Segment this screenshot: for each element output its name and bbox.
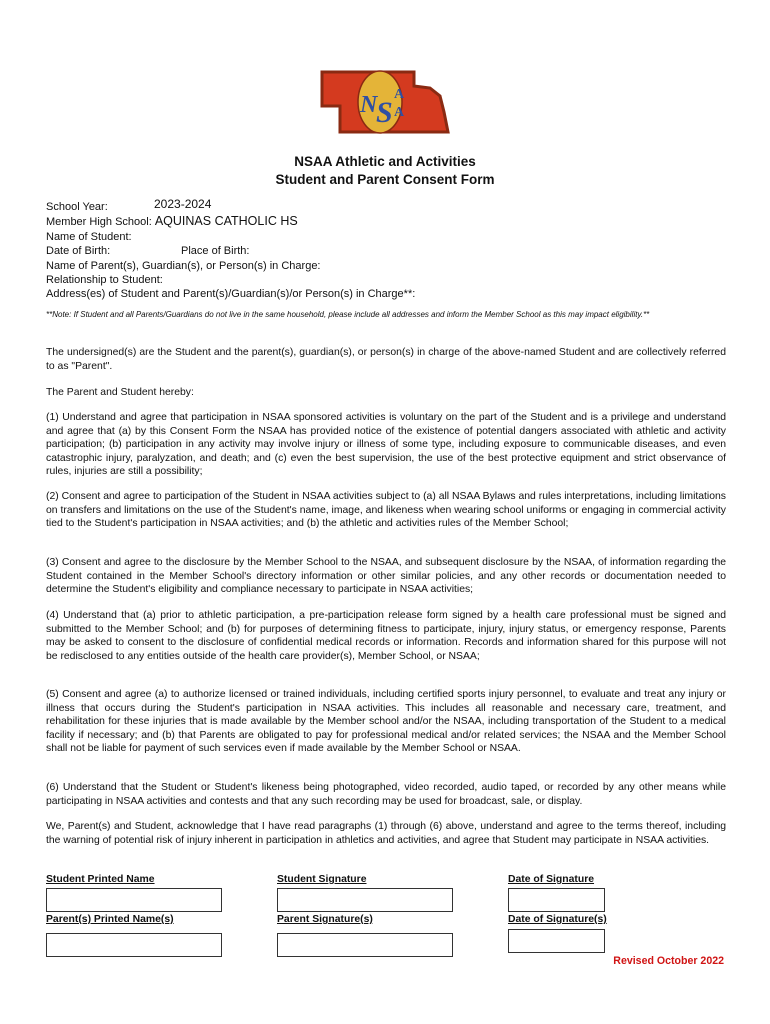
school-year-label: School Year:	[46, 201, 108, 213]
date-of-signature-label: Date of Signature	[508, 874, 595, 885]
school-year-value[interactable]: 2023-2024	[154, 197, 212, 211]
address-label: Address(es) of Student and Parent(s)/Guardian(s)/or Person(s) in Charge**:	[46, 288, 416, 301]
logo-letter-n: N	[360, 92, 378, 118]
parent-signature-label: Parent Signature(s)	[277, 914, 373, 925]
student-signature-field[interactable]	[277, 888, 453, 912]
student-signature-label: Student Signature	[277, 874, 367, 885]
parent-date-of-signature-label: Date of Signature(s)	[508, 914, 607, 925]
paragraph-1: (1) Understand and agree that participation in NSAA sponsored activities is voluntary on the part of the Student and is a privilege and understand and agree that (a) by this Consent Form the NSAA has provided notice of the existence of potential dangers associated with athletic and activity participation; (b) participation in any activity may involve injury or illness of some type, including exposure to communicable diseases, and even catastrophic injury, paralyzation, and death; and (c) even the best supervision, the use of the best protective equipment and strict observance of rules, injuries are still a possibility;	[46, 412, 726, 478]
household-note: **Note: If Student and all Parents/Guardians do not live in the same household, please include all addresses and inform the Member School as this may impact eligibility.**	[46, 310, 650, 319]
logo-letter-a2: A	[394, 105, 405, 120]
dob-label: Date of Birth:	[46, 245, 111, 258]
parent-date-field[interactable]	[508, 929, 605, 953]
acknowledgement-paragraph: We, Parent(s) and Student, acknowledge that I have read paragraphs (1) through (6) above, understand and agree to the terms thereof, including the warning of potential risk of injury inherent in participation in athletics and activities, and agree that Student may participate in NSAA activities.	[46, 821, 726, 846]
student-date-field[interactable]	[508, 888, 605, 912]
paragraph-3: (3) Consent and agree to the disclosure by the Member School to the NSAA, and subsequent disclosure by the NSAA, of information regarding the Student contained in the Member School's directory information or other similar policies, and any other records or documentation needed to determine the Student's eligibility and compliance necessary to participate in NSAA activities;	[46, 557, 726, 596]
student-printed-name-field[interactable]	[46, 888, 222, 912]
parent-printed-name-field[interactable]	[46, 933, 222, 957]
intro-paragraph: The undersigned(s) are the Student and the parent(s), guardian(s), or person(s) in charge of the above-named Student and are collectively referred to as "Parent".	[46, 347, 726, 372]
logo-letter-a1: A	[394, 87, 405, 102]
relationship-row[interactable]	[46, 273, 415, 287]
paragraph-6: (6) Understand that the Student or Student's likeness being photographed, video recorded, audio taped, or recorded by any other means while participating in NSAA activities and contests and that any such recording may be used for broadcast, sale, or display.	[46, 782, 726, 807]
paragraph-4: (4) Understand that (a) prior to athletic participation, a pre-participation release form signed by a health care professional must be signed and submitted to the Member School; and (b) for purposes of determining fitness to participate, injury, injury status, or emergency response, Parents may be asked to consent to the disclosure of confidential medical records or information. Records and information shared for this purpose will not be redisclosed to any entities outside of the health care provider(s), Member School, or NSAA;	[46, 610, 726, 662]
pob-label: Place of Birth:	[181, 245, 250, 258]
relationship-label: Relationship to Student:	[46, 274, 163, 287]
paragraph-2: (2) Consent and agree to participation of the Student in NSAA activities subject to (a) all NSAA Bylaws and rules interpretations, including limitations on transfers and limitations on the use of the Student's name, image, and likeness when wearing school uniforms or engaging in commercial activity tied to the Student's participation in NSAA activities; and (b) the athletic and activities rules of the Member School;	[46, 491, 726, 530]
member-school-row	[46, 214, 415, 229]
parents-row[interactable]	[46, 259, 415, 273]
student-name-row[interactable]	[46, 230, 415, 244]
revised-date: Revised October 2022	[613, 955, 724, 967]
hereby-paragraph: The Parent and Student hereby:	[46, 387, 194, 398]
member-school-value[interactable]: AQUINAS CATHOLIC HS	[154, 214, 298, 229]
student-printed-name-label: Student Printed Name	[46, 874, 155, 885]
logo-letter-s: S	[376, 96, 393, 129]
parent-printed-name-label: Parent(s) Printed Name(s)	[46, 914, 174, 925]
nsaa-logo	[318, 66, 450, 136]
form-title: NSAA Athletic and Activities	[294, 154, 476, 169]
form-subtitle: Student and Parent Consent Form	[275, 172, 495, 187]
parents-label: Name of Parent(s), Guardian(s), or Person(s) in Charge:	[46, 259, 321, 272]
school-year-row	[46, 197, 415, 214]
student-name-label: Name of Student:	[46, 230, 132, 243]
member-school-label: Member High School:	[46, 216, 152, 229]
parent-signature-field[interactable]	[277, 933, 453, 957]
student-info-fields	[46, 197, 416, 302]
paragraph-5: (5) Consent and agree (a) to authorize licensed or trained individuals, including certified sports injury personnel, to evaluate and treat any injury or illness that occurs during the Student's participation in NSAA activities. This includes all reasonable and necessary care, treatment, and rehabilitation for these injuries that is made available by the Member school and/or the NSAA, including transportation of the Student to a medical facility if necessary; and (b) that Parents are obligated to pay for professional medical and/or related services; the NSAA and the Member School shall not be liable for payment of such services even if made available by the Member School or NSAA.	[46, 689, 726, 755]
address-row[interactable]	[46, 287, 415, 301]
birth-row[interactable]	[46, 244, 415, 258]
